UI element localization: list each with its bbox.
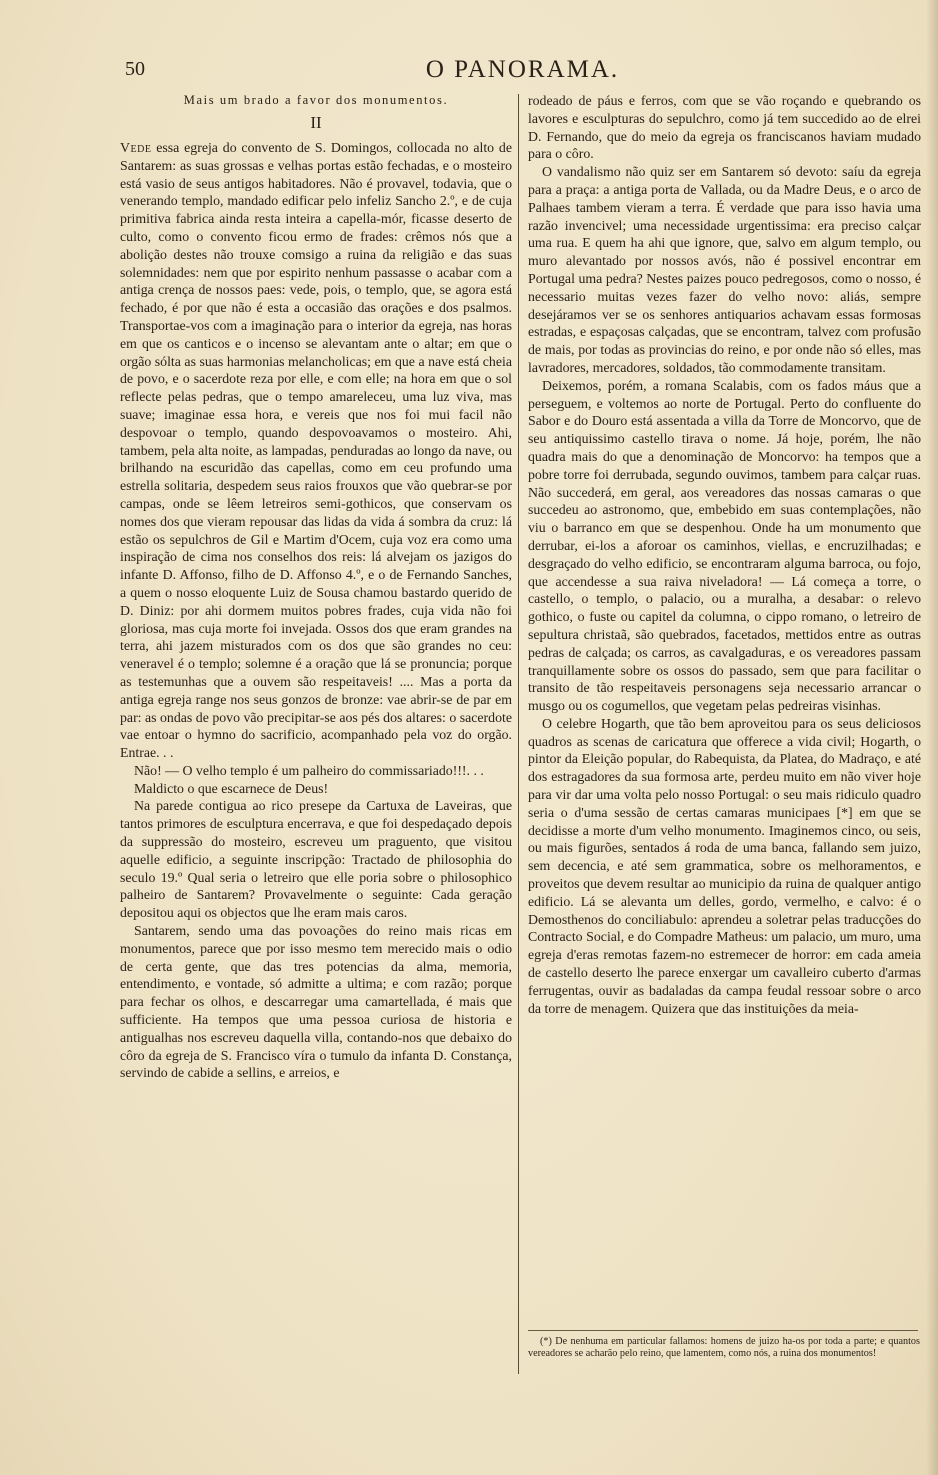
article-title: Mais um brado a favor dos monumentos.: [183, 93, 449, 107]
paragraph: Na parede contigua ao rico presepe da Cartuxa de Laveiras, que tantos primores de esculptura encerrava, e que foi despedaçado depois da suppressão do mosteiro, escreveu um praguento, que visitou aquelle edificio, a seguinte inscripção: Tractado de philosophia do seculo 19.º Qual seria o letreiro que elle poria sobre o philosophico palheiro de Santarem? Provavelmente o seguinte: Cada geração depositou aqui os objectos que lhe eram mais caros.: [120, 798, 512, 921]
paragraph: O celebre Hogarth, que tão bem aproveitou para os seus deliciosos quadros as scenas de caricatura que offerece a vida civil; Hogarth, o pintor da Eleição popular, do Rabequista, da Platea, do Madraço, e até dos estragadores da sua formosa arte, perdeu muito em não viver hoje para vir dar uma volta pelo nosso Portugal: o seu mais ridiculo quadro seria o d'uma sessão de certas camaras municipaes [*] em que se decidisse a morte d'um velho monumento. Imaginemos cinco, ou seis, ou mais figurões, sentados á roda de uma banca, fallando sem juizo, sem decencia, e até sem grammatica, sobre os melhoramentos, e proveitos que devem resultar ao municipio da ruina de qualquer antigo edificio. Lá se alevanta um delles, gordo, vermelho, e calvo: é o Demosthenos do conciliabulo: aprendeu a soletrar pelas traducções do Contracto Social, e do Compadre Matheus: um palacio, um muro, uma egreja d'eras remotas fazem-no estremecer de horror: em cada ameia de castello deserto lhe parece enxergar um cavalleiro cuberto d'armas ferrugentas, ouvir as badaladas da campa feudal ressoar sobre o arco da torre de menagem. Quizera que das instituições da meia-: [528, 715, 921, 1016]
masthead-title: O PANORAMA.: [425, 56, 620, 83]
paragraph: O vandalismo não quiz ser em Santarem só devoto: saíu da egreja para a praça: a antiga porta de Vallada, ou da Madre Deus, e o arco de Palhaes tambem vieram a terra. É verdade que para isso havia uma razão invencivel; uma necessidade urgentissima: era preciso calçar uma rua. E quem ha ahi que ignore, que, salvo em algum templo, ou muro alevantado por nossos avós, não é possivel encontrar em Portugal uma pedra? Nestes paizes pouco pedregosos, como o nosso, é necessario muitas vezes fazer do velho novo: aliás, sempre desejáramos ver se os senhores antiquarios achavam essas formosas estradas, e espaçosas calçadas, que se encontram, talvez com profusão de mais, por todas as provincias do reino, e por onde não só elles, mas lavradores, mercadores, soldados, tão commodamente transitam.: [528, 164, 921, 375]
left-column: [120, 92, 512, 1380]
page-number: 50: [125, 58, 145, 80]
right-column: [528, 92, 921, 1322]
paragraph: Não! — O velho templo é um palheiro do commissariado!!!. . .: [134, 762, 484, 778]
footnote: (*) De nenhuma em particular fallamos: homens de juizo ha-os por toda a parte; e quantos vereadores se acharão pelo reino, que lamentem, como nós, a ruina dos monumentos!: [528, 1336, 920, 1359]
paragraph: Vede essa egreja do convento de S. Domingos, collocada no alto de Santarem: as suas grossas e velhas portas estão fechadas, e o mosteiro está vasio de seus antigos habitadores. Não é provavel, todavia, que o venerando templo, mandado edificar pelo infeliz Sancho 2.º, e de cuja primitiva fabrica ainda resta inteira a capella-mór, ficasse deserto de culto, como o convento ficou ermo de frades: crêmos nós que a abolição destes não trouxe comsigo a ruina da religião e das suas solemnidades: nem que por espirito nenhum passasse o acabar com a antiga crença de nossos paes: vede, pois, o templo, que, se agora está fechado, é por que não é esta a occasião das orações e dos psalmos. Transportae-vos com a imaginação para o interior da egreja, nas horas em que os canticos e o incenso se alevantam ante o altar; em que o orgão sólta as suas harmonias melancholicas; em que a nave está cheia de povo, e o sacerdote reza por elle, e com elle; na hora em que o sol reflecte pelas pedras, que o tempo amareleceu, uma luz viva, mas suave; imaginae essa hora, e vereis que nos foi mui facil não despovoar o templo, quando despovoavamos o mosteiro. Ahi, tambem, pela alta noite, as lampadas, penduradas ao longo da nave, ou brilhando na escuridão das capellas, como em ceu profundo uma estrella solitaria, despedem seus raios frouxos que vão quebrar-se por campas, onde se lêem letreiros semi-gothicos, que conservam os nomes dos que vieram repousar das lidas da vida á sombra da cruz: lá estão os sepulchros de Gil e Martim d'Ocem, cuja voz era como uma inspiração de cima nos conselhos dos reis: lá alvejam os jazigos do infante D. Affonso, filho de D. Affonso 4.º, e o de Fernando Sanches, a quem o nosso eloquente Luiz de Sousa chamou bastardo querido de D. Diniz: por ahi dormem muitos pobres frades, cuja vida não foi gloriosa, mas cuja morte foi invejada. Ossos dos que eram grandes na terra, ahi jazem misturados com os dos que são grandes no ceu: veneravel é o templo; solemne é a oração que lá se pronuncia; porque as testemunhas que a ouvem são respeitaveis! .... Mas a porta da antiga egreja range nos seus gonzos de bronze: vae abrir-se de par em par: as ondas de povo vão precipitar-se aos pés dos altares: o sacerdote vae entoar o hymno do sacrificio, acompanhado pela voz do orgão. Entrae. . .: [120, 140, 512, 761]
paragraph: Santarem, sendo uma das povoações do reino mais ricas em monumentos, parece que por isso mesmo tem merecido mais o odio de certa gente, que das tres potencias da alma, memoria, entendimento, e vontade, só admitte a ultima; e com razão; porque para fechar os olhos, e descarregar uma camartellada, é mais que sufficiente. Ha tempos que uma pessoa curiosa de historia e antigualhas nos escreveu daquella villa, contando-nos que debaixo do côro da egreja de S. Francisco víra o tumulo da infanta D. Constança, servindo de cabide a sellins, e arreios, e: [120, 923, 512, 1081]
column-divider: [518, 94, 519, 1374]
page-edge-shadow: [926, 0, 938, 1475]
paragraph-continuation: rodeado de páus e ferros, com que se vão roçando e quebrando os lavores e esculpturas do sepulchro, como já tem succedido ao de elrei D. Fernando, que do meio da egreja os franciscanos haviam mudado para o côro.: [528, 93, 921, 162]
paragraph: Deixemos, porém, a romana Scalabis, com os fados máus que a perseguem, e voltemos ao norte de Portugal. Perto do confluente do Sabor e do Douro está assentada a villa da Torre de Moncorvo, que de seu antiquissimo castello tirava o nome. Já hoje, porém, lhe não quadra mais do que a denominação de Moncorvo: ha tempos que a pobre torre foi derrubada, segundo ouvimos, tambem para calçar ruas. Não succederá, em geral, aos vereadores das nossas camaras o que succedeu ao astronomo, que, embebido em suas contemplações, não viu o barranco em que se despenhou. Onde ha um monumento que derrubar, ei-los a aforoar os caminhos, viellas, e encruzilhadas; e desgraçado do velho edificio, se encontraram alguma barroca, ou fojo, que accendesse a sua raiva niveladora! — Lá começa a torre, o castello, o templo, o palacio, ou a muralha, a desabar: o relevo gothico, o fuste ou capitel da columna, o cippo romano, o letreiro de sepultura christaã, são quebrados, facetados, mettidos entre as outras pedras de calçada; os carros, as cavalgaduras, e os vereadores passam tranquillamente sobre os ossos do passado, sem que para facilitar o transito de tão respeitaveis personagens seja necessario arrancar o musgo ou os cogumellos, que vegetam pelas pedreiras visinhas.: [528, 377, 921, 714]
page-header: [125, 56, 920, 90]
section-number: II: [310, 113, 322, 132]
lead-word: Vede: [120, 140, 152, 155]
paragraph: Maldicto o que escarnece de Deus!: [134, 780, 329, 796]
footnote-rule: [528, 1330, 918, 1331]
